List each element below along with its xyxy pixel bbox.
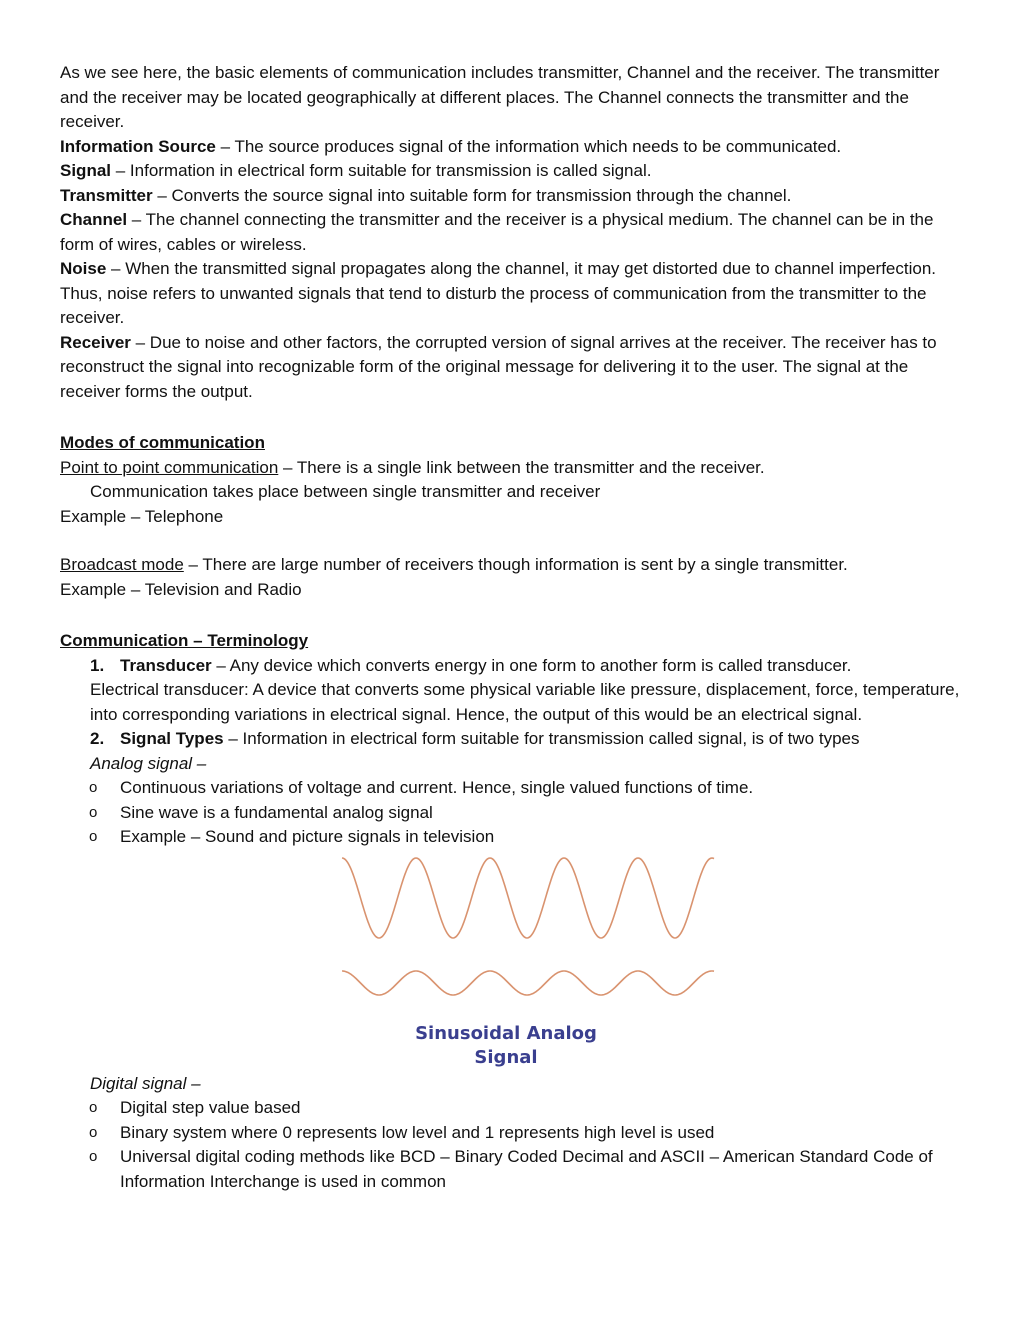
definition-term: Channel <box>60 210 128 229</box>
definition-text: – Due to noise and other factors, the corrupted version of signal arrives at the receiver. The receiver has to reconstruct the signal into recognizable form of the original message for delivering it to the user. The signal at the receiver forms the output. <box>60 332 937 401</box>
definition-text: – The channel connecting the transmitter and the receiver is a physical medium. The channel can be in the form of wires, cables or wireless. <box>60 210 934 254</box>
definition-transmitter <box>60 184 965 209</box>
definition-signal <box>60 159 965 184</box>
terminology-heading <box>60 629 965 654</box>
document-page <box>60 61 965 1194</box>
p2p-text: – There is a single link between the transmitter and the receiver. <box>278 457 765 477</box>
section-heading: Modes of communication <box>60 433 265 452</box>
definition-term: Receiver <box>60 332 131 352</box>
item-number: 2. <box>90 729 105 748</box>
p2p-detail: Communication takes place between single transmitter and receiver <box>90 482 601 501</box>
large-amplitude-sine-wave <box>342 858 714 938</box>
definition-text: – The source produces signal of the information which needs to be communicated. <box>215 136 842 156</box>
list-item <box>60 1145 965 1194</box>
list-item <box>60 776 965 801</box>
item-text: – Information in electrical form suitable for transmission called signal, is of two types <box>223 729 860 748</box>
item-text: – Any device which converts energy in one form to another form is called transducer. <box>211 655 852 675</box>
list-item-text: Universal digital coding methods like BCD – Binary Coded Decimal and ASCII – American Standard Code of Information Interchange is used in common <box>120 1147 933 1191</box>
digital-label-text: Digital signal – <box>90 1073 201 1093</box>
analog-label <box>60 752 965 777</box>
small-amplitude-sine-wave <box>342 971 714 995</box>
broadcast-title: Broadcast mode <box>60 555 184 574</box>
list-item-text: Example – Sound and picture signals in television <box>120 827 495 846</box>
bullet-icon: o <box>89 1123 98 1141</box>
item-term: Transducer <box>120 655 212 675</box>
bullet-icon: o <box>89 1148 98 1165</box>
terminology-item-signal-types <box>60 727 965 752</box>
definition-text: – Information in electrical form suitable for transmission is called signal. <box>111 161 652 180</box>
analog-label-text: Analog signal – <box>90 753 207 773</box>
modes-heading <box>60 431 965 456</box>
definition-term: Information Source <box>60 136 216 156</box>
digital-label <box>60 1072 965 1097</box>
digital-list <box>60 1096 965 1194</box>
list-item-text: Digital step value based <box>120 1098 301 1117</box>
p2p-title: Point to point communication <box>60 457 279 477</box>
p2p-line <box>60 456 965 481</box>
list-item <box>60 1096 965 1121</box>
list-item-text: Binary system where 0 represents low level and 1 represents high level is used <box>120 1122 715 1142</box>
broadcast-line <box>60 553 965 578</box>
intro-paragraph: As we see here, the basic elements of communication includes transmitter, Channel and the receiver. The transmitter and the receiver may be located geographically at different places. The Channel connects the transmitter and the receiver. <box>60 63 940 131</box>
list-item-text: Continuous variations of voltage and current. Hence, single valued functions of time. <box>120 778 754 797</box>
transducer-detail: Electrical transducer: A device that converts some physical variable like pressure, displacement, force, temperature, into corresponding variations in electrical signal. Hence, the output of this would be an electrical signal. <box>90 680 960 724</box>
list-item <box>60 825 965 850</box>
item-term: Signal Types <box>120 729 224 748</box>
definition-information-source <box>60 135 965 160</box>
list-item-text: Sine wave is a fundamental analog signal <box>120 802 433 822</box>
noise-note: Thus, noise refers to unwanted signals that tend to disturb the process of communication from the transmitter to the receiver. <box>60 283 927 327</box>
definition-text: – When the transmitted signal propagates along the channel, it may get distorted due to channel imperfection. <box>106 259 937 278</box>
sinusoidal-signal-figure <box>60 850 965 1072</box>
figure-caption: Sinusoidal Analog Signal <box>415 1022 597 1068</box>
definition-term: Noise <box>60 259 107 278</box>
definition-term: Transmitter <box>60 185 153 205</box>
definition-text: – Converts the source signal into suitable form for transmission through the channel. <box>152 185 792 205</box>
bullet-icon: o <box>89 803 98 821</box>
bullet-icon: o <box>89 1099 98 1116</box>
terminology-item-transducer <box>60 654 965 679</box>
definition-channel <box>60 208 965 257</box>
bullet-icon: o <box>89 779 98 796</box>
section-heading: Communication – Terminology <box>60 631 309 650</box>
item-number: 1. <box>90 655 105 675</box>
bullet-icon: o <box>89 828 98 845</box>
definition-term: Signal <box>60 161 112 180</box>
list-item <box>60 1121 965 1146</box>
definition-receiver <box>60 331 965 405</box>
broadcast-text: – There are large number of receivers though information is sent by a single transmitter. <box>183 555 848 574</box>
p2p-example: Example – Telephone <box>60 506 224 526</box>
broadcast-example: Example – Television and Radio <box>60 579 302 599</box>
analog-list <box>60 776 965 850</box>
definition-noise <box>60 257 965 282</box>
list-item <box>60 801 965 826</box>
